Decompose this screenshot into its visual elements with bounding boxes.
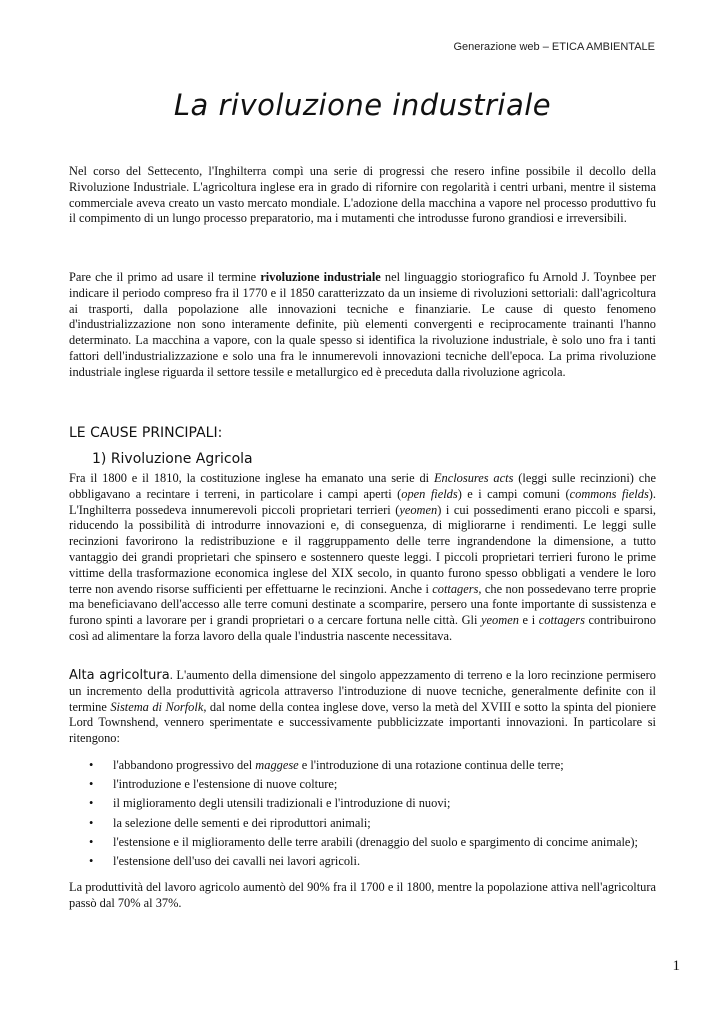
bullet-icon: • [89, 853, 94, 868]
text-run: l'estensione e il miglioramento delle terre arabili (drenaggio del suolo e spargimento di concime animale); [113, 834, 638, 849]
alta-agricoltura-paragraph [69, 668, 656, 747]
text-run: Fra il 1800 e il 1810, la costituzione inglese ha emanato una serie di [69, 471, 434, 485]
text-run: , dal nome della contea inglese dove, verso la metà del XVIII e sotto la spinta del pioniere Lord Townshend, vennero sperimentate e successivamente pubblicizzate importanti innovazioni. In particolare si ritengono: [69, 699, 656, 746]
text-run: l'introduzione e l'estensione di nuove colture; [113, 777, 338, 792]
italic-term: Sistema di Norfolk [110, 699, 204, 714]
bullet-icon: • [89, 758, 94, 772]
text-run: (leggi sulle recinzioni) che obbligavano a recintare i terreni, in particolare i campi aperti ( [69, 471, 656, 501]
italic-term: yeomen [399, 502, 438, 517]
bullet-list [69, 758, 656, 873]
para2-text-after: nel linguaggio storiografico fu Arnold J. Toynbee per indicare il periodo compreso fra il 1770 e il 1850 caratterizzato da un insieme di rivoluzioni settoriali: dall'agricoltura ai trasporti, dalla popolazione alle innovazioni tecniche e finanziarie. Le cause di questo fenomeno d'industrializzazione non sono interamente definite, più elementi convergenti e reciprocamente trainanti l'hanno determinato. La macchina a vapore, con la quale spesso si identifica la rivoluzione industriale, è solo uno fra i tanti fattori dell'industrializzazione e solo una fra le innumerevoli innovazioni tecniche dell'epoca. La prima rivoluzione industriale inglese riguarda il settore tessile e metallurgico ed è preceduta dalla rivoluzione agricola. [69, 270, 657, 379]
text-run: e l'introduzione di una rotazione continua delle terre; [298, 758, 564, 772]
list-item [69, 816, 656, 832]
list-item [69, 835, 656, 851]
italic-term: commons fields [569, 486, 649, 501]
text-run: la selezione delle sementi e dei riproduttori animali; [113, 815, 371, 830]
toynbee-paragraph [69, 270, 656, 381]
enclosures-paragraph [69, 471, 656, 645]
list-item [69, 854, 656, 870]
text-run: il miglioramento degli utensili tradizionali e l'introduzione di nuovi; [113, 796, 451, 811]
page-number: 1 [672, 958, 680, 974]
text-run: . L'aumento della dimensione del singolo appezzamento di terreno e la loro recinzione permisero un incremento della produttività agricola attraverso l'introduzione di nuove tecniche, generalmente definite con il termine [69, 668, 656, 714]
intro-paragraph: Nel corso del Settecento, l'Inghilterra compì una serie di progressi che resero infine possibile il decollo della Rivoluzione Industriale. L'agricoltura inglese era in grado di rifornire con regolarità i centri urbani, mentre il sistema commerciale aveva creato un vasto mercato mondiale. L'adozione della macchina a vapore nel processo produttivo fu il compimento di un lungo processo preparatorio, ma i mutamenti che introdusse furono grandiosi e irreversibili. [69, 164, 656, 226]
bullet-icon: • [89, 796, 94, 811]
productivity-paragraph: La produttività del lavoro agricolo aumentò del 90% fra il 1700 e il 1800, mentre la popolazione attiva nell'agricoltura passò dal 70% al 37%. [69, 880, 656, 910]
para2-text-before: Pare che il primo ad usare il termine [69, 270, 261, 284]
italic-term: open fields [401, 486, 458, 501]
italic-term: maggese [255, 758, 299, 772]
bullet-icon: • [89, 815, 94, 830]
page-header: Generazione web – ETICA AMBIENTALE [453, 41, 655, 53]
text-run: l'abbandono progressivo del [113, 758, 256, 772]
text-run: ) i cui possedimenti erano piccoli e sparsi, riducendo la possibilità di introdurre innovazioni e, di conseguenza, di migliorarne i rendimenti. Le leggi sulle recinzioni favorirono la redistribuzione e il raggruppamento delle terre ingrandendone la dimensione, a tutto vantaggio dei grandi proprietari che spinsero e sostennero queste leggi. I piccoli proprietari terrieri furono le prime vittime della trasformazione economica inglese del XIX secolo, in quanto furono spesso obbligati a vendere le loro terre non avendo risorse sufficienti per effettuarne le recinzioni. Anche i [69, 502, 656, 596]
list-item [69, 758, 656, 774]
bullet-icon: • [89, 777, 94, 792]
text-run: e i [518, 613, 539, 628]
italic-term: yeomen [481, 613, 519, 628]
text-run: contribuirono così ad alimentare la forza lavoro della quale l'industria nascente necessitava. [69, 613, 656, 643]
italic-term: cottagers [432, 581, 479, 596]
page-title: La rivoluzione industriale [173, 88, 552, 122]
italic-term: Enclosures acts [433, 471, 514, 485]
list-item [69, 796, 656, 812]
bullet-icon: • [89, 834, 94, 849]
text-run: ) e i campi comuni ( [457, 486, 570, 501]
bold-term: rivoluzione industriale [260, 270, 381, 284]
italic-term: cottagers [538, 613, 585, 628]
inline-heading: Alta agricoltura [69, 668, 170, 683]
list-item [69, 777, 656, 793]
text-run: l'estensione dell'uso dei cavalli nei lavori agricoli. [113, 853, 361, 868]
text-run: , che non possedevano terre proprie ma beneficiavano dell'accesso alle terre comuni destinate a scomparire, persero una fonte importante di sussistenza e furono spinti a lavorare per i grandi proprietari o a cercare fortuna nelle città. Gli [69, 581, 657, 628]
text-run: ). L'Inghilterra possedeva innumerevoli piccoli proprietari terrieri ( [69, 486, 657, 517]
section-heading: LE CAUSE PRINCIPALI: [69, 425, 223, 441]
subsection-heading: 1) Rivoluzione Agricola [92, 451, 253, 467]
